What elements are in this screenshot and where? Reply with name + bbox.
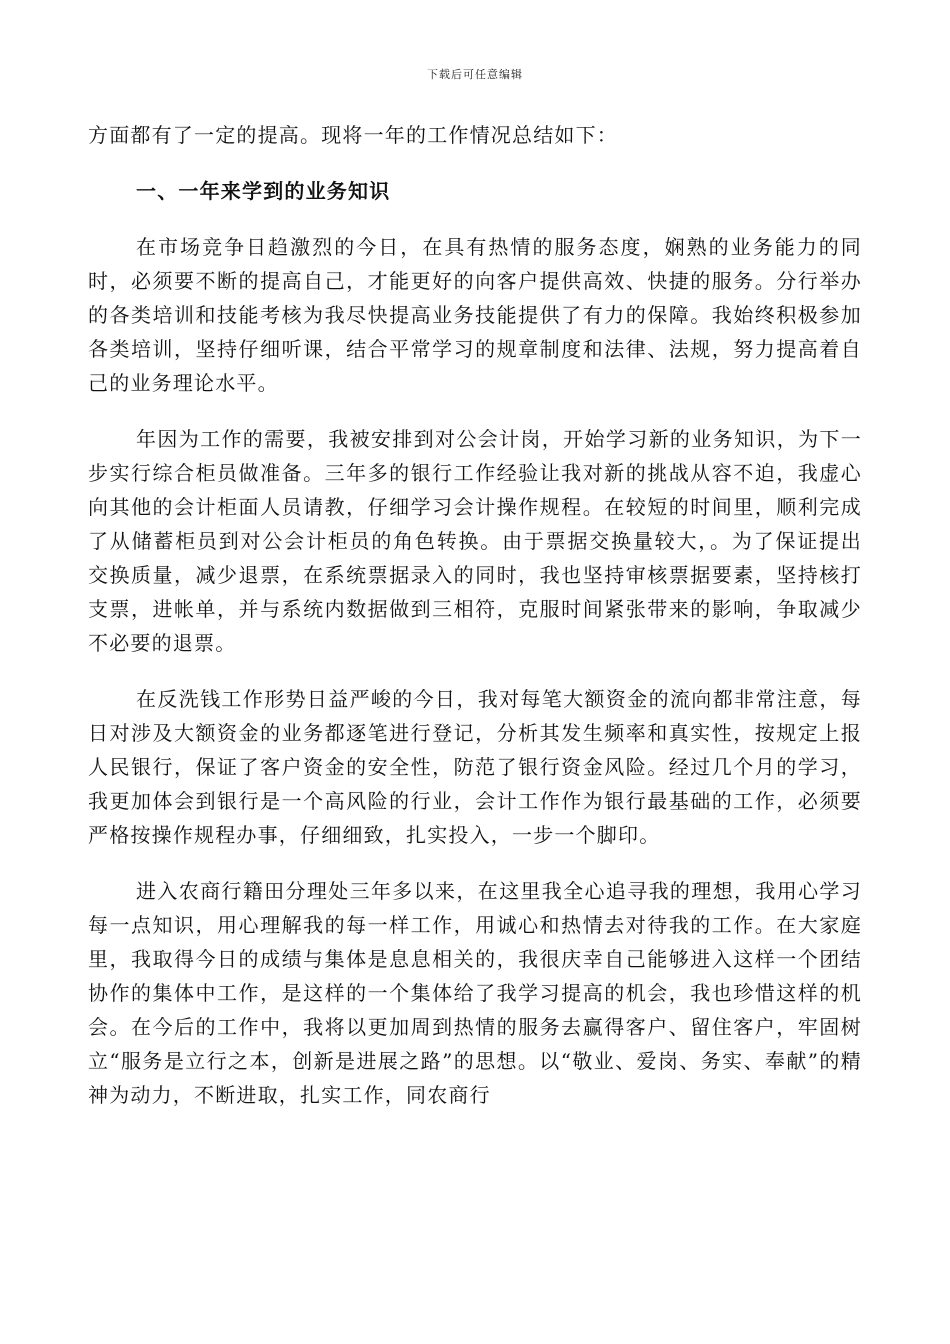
- document-body: [88, 118, 862, 1134]
- body-paragraph-4: 进入农商行籍田分理处三年多以来，在这里我全心追寻我的理想，我用心学习每一点知识，用心理解我的每一样工作，用诚心和热情去对待我的工作。在大家庭里，我取得今日的成绩与集体是息息相关的，我很庆幸自己能够进入这样一个团结协作的集体中工作，是这样的一个集体给了我学习提高的机会，我也珍惜这样的机会。在今后的工作中，我将以更加周到热情的服务去赢得客户、留住客户，牢固树立“服务是立行之本，创新是进展之路”的思想。以“敬业、爱岗、务实、奉献”的精神为动力，不断进取，扎实工作，同农商行: [88, 879, 862, 1107]
- intro-paragraph: 方面都有了一定的提高。现将一年的工作情况总结如下：: [88, 123, 618, 147]
- body-paragraph-2: 年因为工作的需要，我被安排到对公会计岗，开始学习新的业务知识，为下一步实行综合柜员做准备。三年多的银行工作经验让我对新的挑战从容不迫，我虚心向其他的会计柜面人员请教，仔细学习会计操作规程。在较短的时间里，顺利完成了从储蓄柜员到对公会计柜员的角色转换。由于票据交换量较大，。为了保证提出交换质量，减少退票，在系统票据录入的同时，我也坚持审核票据要素，坚持核打支票，进帐单，并与系统内数据做到三相符，克服时间紧张带来的影响，争取减少不必要的退票。: [88, 427, 862, 655]
- section-heading: 一、一年来学到的业务知识: [136, 179, 391, 203]
- body-paragraph-3: 在反洗钱工作形势日益严峻的今日，我对每笔大额资金的流向都非常注意，每日对涉及大额资金的业务都逐笔进行登记，分析其发生频率和真实性，按规定上报人民银行，保证了客户资金的安全性，防范了银行资金风险。经过几个月的学习，我更加体会到银行是一个高风险的行业，会计工作作为银行最基础的工作，必须要严格按操作规程办事，仔细细致，扎实投入，一步一个脚印。: [88, 687, 862, 847]
- header-note: 下载后可任意编辑: [427, 68, 523, 81]
- body-paragraph-1: 在市场竞争日趋激烈的今日，在具有热情的服务态度，娴熟的业务能力的同时，必须要不断的提高自己，才能更好的向客户提供高效、快捷的服务。分行举办的各类培训和技能考核为我尽快提高业务技能提供了有力的保障。我始终积极参加各类培训，坚持仔细听课，结合平常学习的规章制度和法律、法规，努力提高着自己的业务理论水平。: [88, 235, 862, 395]
